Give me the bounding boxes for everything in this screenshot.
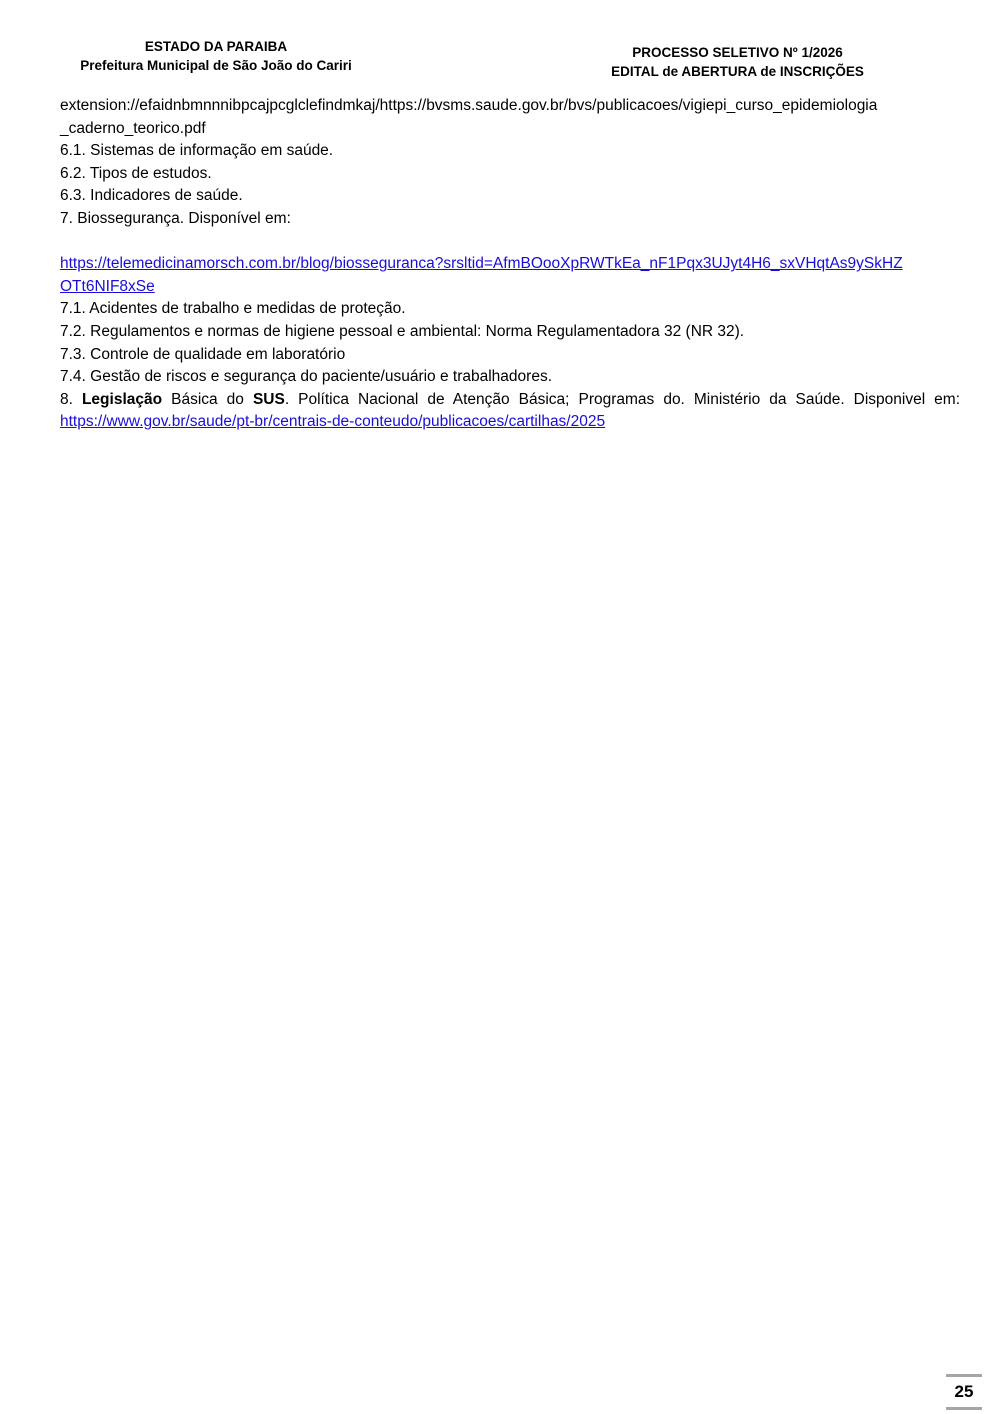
header-edital: EDITAL de ABERTURA de INSCRIÇÕES [611, 64, 864, 79]
biosseguranca-link[interactable]: https://telemedicinamorsch.com.br/blog/biosseguranca?srsltid=AfmBOooXpRWTkEa_nF1Pqx3UJyt4H6_sxVHqtAs9ySkHZ [60, 255, 903, 273]
header-right [595, 43, 880, 81]
item-7-1: 7.1. Acidentes de trabalho e medidas de proteção. [60, 300, 406, 318]
biosseguranca-link-line-2 [60, 276, 960, 299]
header-left [60, 37, 372, 75]
item-7: 7. Biossegurança. Disponível em: [60, 209, 291, 227]
gov-link-line [60, 411, 960, 434]
gov-cartilhas-link[interactable]: https://www.gov.br/saude/pt-br/centrais-de-conteudo/publicacoes/cartilhas/2025 [60, 413, 606, 431]
blank-line [60, 231, 960, 254]
url-line-2: _caderno_teorico.pdf [60, 119, 206, 137]
item-6-1: 6.1. Sistemas de informação em saúde. [60, 142, 334, 160]
item-8-basica: Básica do [171, 390, 244, 408]
item-8-legislacao: Legislação [81, 390, 163, 408]
item-7-2: 7.2. Regulamentos e normas de higiene pessoal e ambiental: Norma Regulamentadora 32 (NR 32). [60, 322, 745, 340]
url-line-1: extension://efaidnbmnnnibpcajpcglclefindmkaj/https://bvsms.saude.gov.br/bvs/publicacoes/vigiepi_curso_epidemiologia [60, 97, 878, 114]
header-municipality: Prefeitura Municipal de São João do Cariri [80, 58, 352, 73]
item-8-number: 8. [60, 390, 73, 408]
biosseguranca-link-continued[interactable]: OTt6NIF8xSe [60, 277, 155, 295]
item-8 [60, 389, 960, 412]
page-number: 25 [946, 1374, 982, 1410]
biosseguranca-link-line-1 [60, 253, 960, 276]
header-state: ESTADO DA PARAIBA [144, 39, 288, 54]
item-6-2: 6.2. Tipos de estudos. [60, 164, 212, 182]
item-8-sus: SUS [252, 390, 285, 408]
document-body [60, 95, 960, 434]
header-process: PROCESSO SELETIVO Nº 1/2026 [632, 45, 843, 60]
item-6-3: 6.3. Indicadores de saúde. [60, 187, 243, 205]
item-7-3: 7.3. Controle de qualidade em laboratório [60, 345, 346, 363]
item-7-4: 7.4. Gestão de riscos e segurança do paciente/usuário e trabalhadores. [60, 368, 553, 386]
item-8-politica: . Política Nacional de Atenção Básica; Programas do. Ministério da Saúde. Disponivel em: [284, 390, 961, 408]
